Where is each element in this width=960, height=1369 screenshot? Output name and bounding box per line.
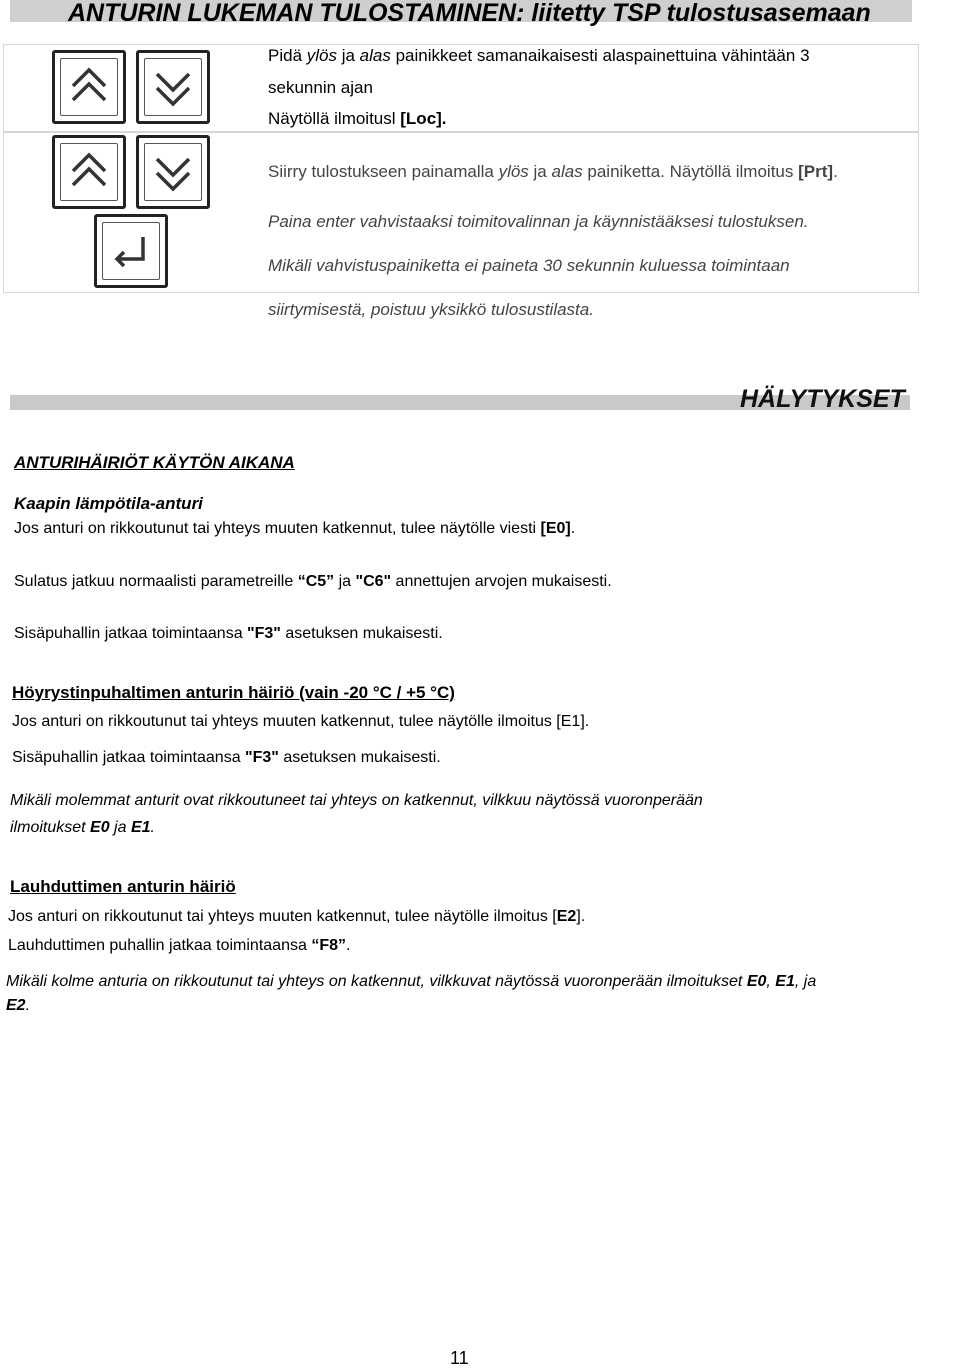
enter-icon (97, 217, 165, 285)
down-key (136, 135, 210, 209)
instruction-line-2: sekunnin ajan (268, 78, 373, 97)
chevron-up-double-icon (55, 53, 123, 121)
section-subheading: Kaapin lämpötila-anturi (14, 494, 203, 513)
paragraph: Jos anturi on rikkoutunut tai yhteys muuten katkennut, tulee näytölle ilmoitus [E1]. (12, 713, 590, 730)
note-line: Mikäli kolme anturia on rikkoutunut tai yhteys on katkennut, vilkkuvat näytössä vuoronperään ilmoitukset E0, E1, ja (6, 973, 817, 990)
alarms-title: HÄLYTYKSET (740, 385, 905, 413)
paragraph: Sulatus jatkuu normaalisti parametreille “C5” ja "C6" annettujen arvojen mukaisesti. (14, 573, 612, 590)
instruction-line-4: Siirry tulostukseen painamalla ylös ja alas painiketta. Näytöllä ilmoitus [Prt]. (268, 162, 838, 181)
paragraph: Sisäpuhallin jatkaa toimintaansa "F3" asetuksen mukaisesti. (14, 625, 443, 642)
up-key (52, 135, 126, 209)
chevron-down-double-icon (139, 53, 207, 121)
note-line: ilmoitukset E0 ja E1. (10, 819, 155, 836)
paragraph: Jos anturi on rikkoutunut tai yhteys muuten katkennut, tulee näytölle viesti [E0]. (14, 520, 576, 537)
paragraph: Lauhduttimen puhallin jatkaa toimintaansa “F8”. (8, 937, 351, 954)
chevron-up-double-icon (55, 138, 123, 206)
chevron-down-double-icon (139, 138, 207, 206)
down-key (136, 50, 210, 124)
instruction-line-1: Pidä ylös ja alas painikkeet samanaikaisesti alaspainettuina vähintään 3 (268, 46, 810, 65)
note-line: Mikäli molemmat anturit ovat rikkoutuneet tai yhteys on katkennut, vilkkuu näytössä vuoronperään (10, 792, 703, 809)
instruction-line-5: Paina enter vahvistaaksi toimitovalinnan ja käynnistääksesi tulostuksen. (268, 212, 809, 231)
page-number: 11 (450, 1348, 469, 1368)
section-heading: Lauhduttimen anturin häiriö (10, 877, 236, 896)
section-heading: Höyrystinpuhaltimen anturin häiriö (vain -20 °C / +5 °C) (12, 683, 455, 702)
up-key (52, 50, 126, 124)
paragraph: Jos anturi on rikkoutunut tai yhteys muuten katkennut, tulee näytölle ilmoitus [E2]. (8, 908, 586, 925)
instruction-line-6: Mikäli vahvistuspainiketta ei paineta 30 sekunnin kuluessa toimintaan (268, 256, 790, 275)
page-title: ANTURIN LUKEMAN TULOSTAMINEN: liitetty TSP tulostusasemaan (68, 0, 871, 27)
title-bar (10, 0, 912, 27)
instruction-line-7: siirtymisestä, poistuu yksikkö tulosustilasta. (268, 300, 594, 319)
section-heading: ANTURIHÄIRIÖT KÄYTÖN AIKANA (14, 453, 295, 472)
note-line: E2. (6, 997, 31, 1014)
enter-key (94, 214, 168, 288)
paragraph: Sisäpuhallin jatkaa toimintaansa "F3" asetuksen mukaisesti. (12, 749, 441, 766)
instruction-line-3: Näytöllä ilmoitusl [Loc]. (268, 109, 447, 128)
